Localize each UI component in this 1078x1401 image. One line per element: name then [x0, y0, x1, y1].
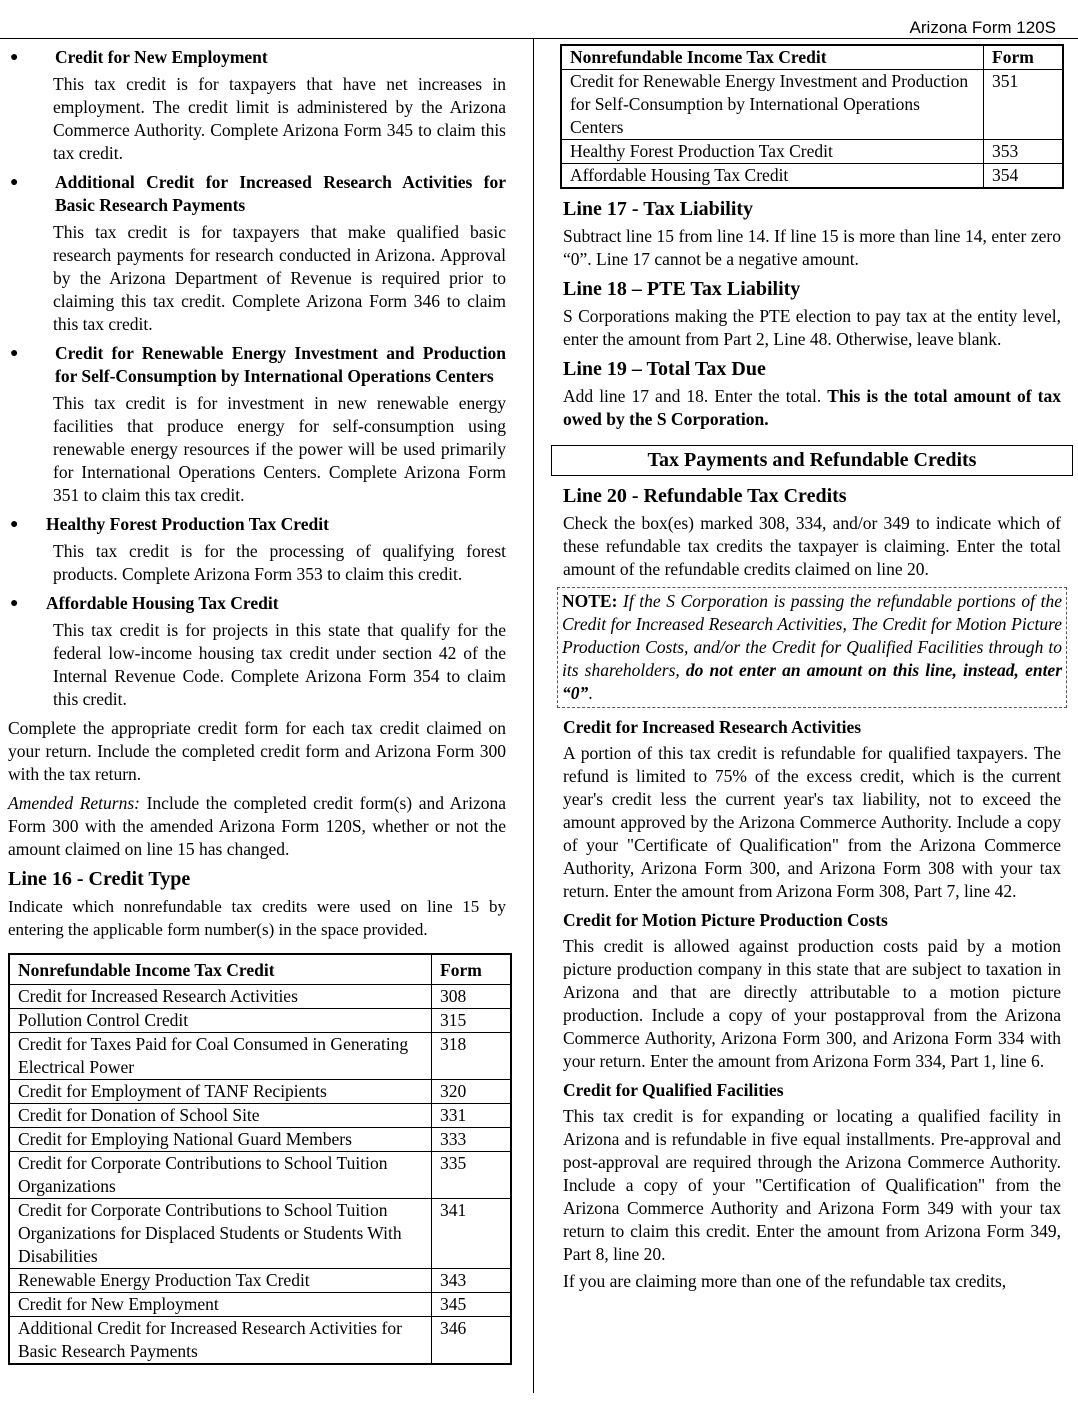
- table-row: [9, 1199, 511, 1269]
- note-end: .: [588, 683, 593, 703]
- bullet-title: Affordable Housing Tax Credit: [46, 593, 279, 613]
- table-cell-credit: Credit for Employment of TANF Recipients: [9, 1080, 432, 1104]
- line20-title: Line 20 - Refundable Tax Credits: [563, 485, 847, 507]
- line19-text: [563, 385, 1061, 431]
- table-cell-credit: Credit for New Employment: [9, 1293, 432, 1317]
- sub2-title: Credit for Motion Picture Production Costs: [563, 910, 888, 930]
- table-body: [9, 985, 511, 1365]
- table-header-form: Form: [984, 45, 1064, 70]
- sub3-text: This tax credit is for expanding or locating a qualified facility in Arizona and is refundable in five equal installments. Pre-approval and post-approval are required through the Arizona Commerce Authority. Include a copy of your "Certification of Qualification" from the Arizona Commerce Authority and Arizona Form 349 with your tax return to claim this credit. Enter the amount from Arizona Form 349, Part 8, line 20.: [563, 1106, 1061, 1264]
- complete-credit-paragraph: Complete the appropriate credit form for each tax credit claimed on your return. Include the completed credit form and Arizona Form 300 with the tax return.: [8, 718, 506, 784]
- bullet-icon: ●: [10, 346, 19, 361]
- table-cell-credit: Credit for Taxes Paid for Coal Consumed in Generating Electrical Power: [9, 1033, 432, 1080]
- section-title-box: Tax Payments and Refundable Credits: [551, 445, 1073, 476]
- line19-title: Line 19 – Total Tax Due: [563, 358, 766, 380]
- bullet-item: [8, 342, 506, 388]
- bullet-title: Healthy Forest Production Tax Credit: [46, 514, 329, 534]
- table-row: [9, 1152, 511, 1199]
- table-row: [561, 70, 1063, 140]
- line16-text: Indicate which nonrefundable tax credits were used on line 15 by entering the applicable form number(s) in the space provided.: [8, 897, 506, 939]
- note-box: [557, 587, 1067, 708]
- bullet-item: [8, 592, 506, 615]
- bullet-body: This tax credit is for projects in this state that qualify for the federal low-income housing tax credit under section 42 of the Internal Revenue Code. Complete Arizona Form 354 to claim this credit.: [53, 620, 506, 709]
- credit-table-right: [560, 44, 1064, 189]
- table-row: [9, 1293, 511, 1317]
- right-column: [563, 44, 1061, 1293]
- sub1-title: Credit for Increased Research Activities: [563, 717, 862, 737]
- form-label: Arizona Form 120S: [909, 18, 1056, 37]
- note-label: NOTE:: [562, 591, 618, 611]
- amended-returns-paragraph: [8, 792, 506, 861]
- table-cell-credit: Credit for Corporate Contributions to School Tuition Organizations for Displaced Students or Students With Disabilities: [9, 1199, 432, 1269]
- table-row: [9, 1033, 511, 1080]
- sub2-text: This credit is allowed against production costs paid by a motion picture production company in this state that are subject to taxation in Arizona and that are directly attributable to a motion picture production. Include a copy of your postapproval from the Arizona Commerce Authority, Arizona Form 300, and Arizona Form 334 with your return. Enter the amount from Arizona Form 334, Part 1, line 6.: [563, 936, 1061, 1071]
- table-cell-form: 346: [432, 1317, 512, 1365]
- table-cell-form: 320: [432, 1080, 512, 1104]
- amended-returns-label: Amended Returns:: [8, 793, 140, 813]
- table-row: [9, 985, 511, 1009]
- bullet-body: This tax credit is for the processing of qualifying forest products. Complete Arizona Form 353 to claim this credit.: [53, 541, 506, 584]
- table-cell-credit: Healthy Forest Production Tax Credit: [561, 140, 984, 164]
- credit-table-left: [8, 953, 512, 1365]
- last-line-text: If you are claiming more than one of the refundable tax credits,: [563, 1271, 1007, 1291]
- bullet-item: [8, 171, 506, 217]
- table-cell-form: 318: [432, 1033, 512, 1080]
- bullet-body: This tax credit is for investment in new renewable energy facilities that produce energy for self-consumption using renewable energy resources if the power will be used primarily for International Operations Centers. Complete Arizona Form 351 to claim this tax credit.: [53, 393, 506, 505]
- table-cell-form: 315: [432, 1009, 512, 1033]
- note-italic: If the S Corporation is passing the refundable portions of the Credit for Increased Research Activities, The Credit for Motion Picture Production Costs, and/or the Credit for Qualified Facilities through to its shareholders,: [562, 591, 1062, 680]
- line16-title: Line 16 - Credit Type: [8, 868, 191, 890]
- table-cell-credit: Credit for Increased Research Activities: [9, 985, 432, 1009]
- line17-text: Subtract line 15 from line 14. If line 15 is more than line 14, enter zero “0”. Line 17 cannot be a negative amount.: [563, 226, 1061, 269]
- table-cell-credit: Renewable Energy Production Tax Credit: [9, 1269, 432, 1293]
- table-cell-credit: Credit for Renewable Energy Investment and Production for Self-Consumption by International Operations Centers: [561, 70, 984, 140]
- bullet-icon: ●: [10, 50, 19, 65]
- table-cell-form: 343: [432, 1269, 512, 1293]
- sub3-title: Credit for Qualified Facilities: [563, 1080, 784, 1100]
- table-cell-form: 341: [432, 1199, 512, 1269]
- table-cell-form: 351: [984, 70, 1064, 140]
- amended-returns-text: Include the completed credit form(s) and Arizona Form 300 with the amended Arizona Form 120S, whether or not the amount claimed on line 15 has changed.: [8, 793, 506, 859]
- table-header-row: [9, 954, 511, 985]
- bullet-icon: ●: [10, 596, 19, 611]
- table-row: [9, 1009, 511, 1033]
- table-cell-credit: Credit for Donation of School Site: [9, 1104, 432, 1128]
- table-cell-form: 308: [432, 985, 512, 1009]
- bullet-icon: ●: [10, 517, 19, 532]
- line18-text: S Corporations making the PTE election to pay tax at the entity level, enter the amount from Part 2, Line 48. Otherwise, leave blank.: [563, 306, 1061, 349]
- header-rule: [0, 38, 1078, 39]
- line19-bold: This is the total amount of tax owed by the S Corporation.: [563, 386, 1061, 429]
- sub1-text: A portion of this tax credit is refundable for qualified taxpayers. The refund is limited to 75% of the excess credit, which is the current year's credit less the current year's tax liability, not to exceed the amount approved by the Arizona Commerce Authority. Include a copy of your "Certificate of Qualification" from the Arizona Commerce Authority, Arizona Form 300, and Arizona Form 308 with your tax return. Enter the amount from Arizona Form 308, Part 7, line 42.: [563, 743, 1061, 901]
- table-row: [9, 1104, 511, 1128]
- table-cell-credit: Credit for Employing National Guard Members: [9, 1128, 432, 1152]
- bullet-body: This tax credit is for taxpayers that have net increases in employment. The credit limit is administered by the Arizona Commerce Authority. Complete Arizona Form 345 to claim this tax credit.: [53, 74, 506, 163]
- bullet-item: [8, 513, 506, 536]
- table-header-form: Form: [432, 954, 512, 985]
- table-header-credit: Nonrefundable Income Tax Credit: [561, 45, 984, 70]
- table-cell-form: 354: [984, 164, 1064, 189]
- table-row: [9, 1080, 511, 1104]
- table-cell-form: 331: [432, 1104, 512, 1128]
- table-row: [9, 1128, 511, 1152]
- bullet-title: Credit for New Employment: [55, 47, 268, 67]
- line19-plain: Add line 17 and 18. Enter the total.: [563, 386, 828, 406]
- table-cell-form: 353: [984, 140, 1064, 164]
- left-column: [8, 44, 506, 1365]
- bullet-item: [8, 46, 506, 69]
- table-cell-credit: Additional Credit for Increased Research Activities for Basic Research Payments: [9, 1317, 432, 1365]
- table-cell-credit: Pollution Control Credit: [9, 1009, 432, 1033]
- table-cell-form: 333: [432, 1128, 512, 1152]
- table-row: [561, 140, 1063, 164]
- table-header-credit: Nonrefundable Income Tax Credit: [9, 954, 432, 985]
- column-divider: [533, 38, 534, 1393]
- bullet-title: Credit for Renewable Energy Investment and Production for Self-Consumption by International Operations Centers: [55, 343, 506, 386]
- table-row: [561, 164, 1063, 189]
- note-bold: do not enter an amount on this line, instead, enter “0”: [562, 660, 1063, 703]
- table-row: [9, 1317, 511, 1365]
- bullet-body: This tax credit is for taxpayers that make qualified basic research payments for research conducted in Arizona. Approval by the Arizona Department of Revenue is required prior to claiming this tax credit. Complete Arizona Form 346 to claim this tax credit.: [53, 222, 506, 334]
- table-cell-credit: Credit for Corporate Contributions to School Tuition Organizations: [9, 1152, 432, 1199]
- table-cell-form: 335: [432, 1152, 512, 1199]
- line17-title: Line 17 - Tax Liability: [563, 198, 754, 220]
- bullet-icon: ●: [10, 175, 19, 190]
- line18-title: Line 18 – PTE Tax Liability: [563, 278, 801, 300]
- table-row: [9, 1269, 511, 1293]
- bullet-title: Additional Credit for Increased Research Activities for Basic Research Payments: [55, 172, 506, 215]
- line20-text: Check the box(es) marked 308, 334, and/or 349 to indicate which of these refundable tax credits the taxpayer is claiming. Enter the total amount of the refundable credits claimed on line 20.: [563, 513, 1061, 579]
- table-cell-form: 345: [432, 1293, 512, 1317]
- table-header-row: [561, 45, 1063, 70]
- table-cell-credit: Affordable Housing Tax Credit: [561, 164, 984, 189]
- table-body: [561, 70, 1063, 189]
